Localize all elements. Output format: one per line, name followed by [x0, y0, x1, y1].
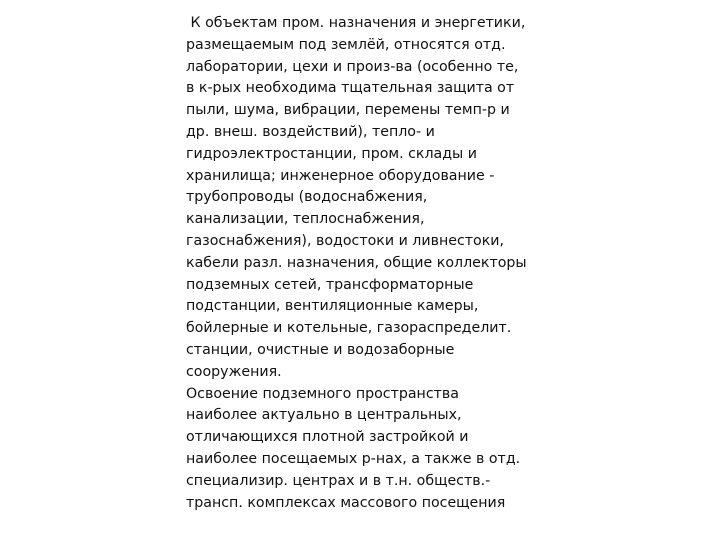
text-line: хранилища; инженерное оборудование - — [186, 167, 495, 184]
text-line: бойлерные и котельные, газораспределит. — [186, 320, 512, 337]
text-line: гидроэлектростанции, пром. склады и — [186, 145, 477, 162]
text-line: наиболее посещаемых р-нах, а также в отд. — [186, 450, 521, 467]
text-line: подземных сетей, трансформаторные — [186, 276, 474, 293]
text-line: размещаемым под землёй, относятся отд. — [186, 36, 506, 53]
text-line: наиболее актуально в центральных, — [186, 407, 462, 424]
body-text — [186, 13, 546, 514]
text-line: отличающихся плотной застройкой и — [186, 429, 469, 446]
text-line: сооружения. — [186, 363, 282, 380]
text-line: кабели разл. назначения, общие коллекторы — [186, 254, 527, 271]
text-line: подстанции, вентиляционные камеры, — [186, 298, 479, 315]
text-line: станции, очистные и водозаборные — [186, 341, 455, 358]
text-line: Освоение подземного пространства — [186, 385, 459, 402]
text-line: канализации, теплоснабжения, — [186, 211, 425, 228]
text-line: трубопроводы (водоснабжения, — [186, 189, 428, 206]
text-line: пыли, шума, вибрации, перемены темп-р и — [186, 102, 510, 119]
text-line: лаборатории, цехи и произ-ва (особенно те, — [186, 58, 519, 75]
text-line: в к-рых необходима тщательная защита от — [186, 80, 515, 97]
text-line: специализир. центрах и в т.н. обществ.- — [186, 472, 491, 489]
text-line: К объектам пром. назначения и энергетики, — [186, 15, 526, 31]
text-line: газоснабжения), водостоки и ливнестоки, — [186, 232, 504, 249]
text-line: др. внеш. воздействий), тепло- и — [186, 123, 435, 140]
text-line: трансп. комплексах массового посещения — [186, 494, 506, 511]
